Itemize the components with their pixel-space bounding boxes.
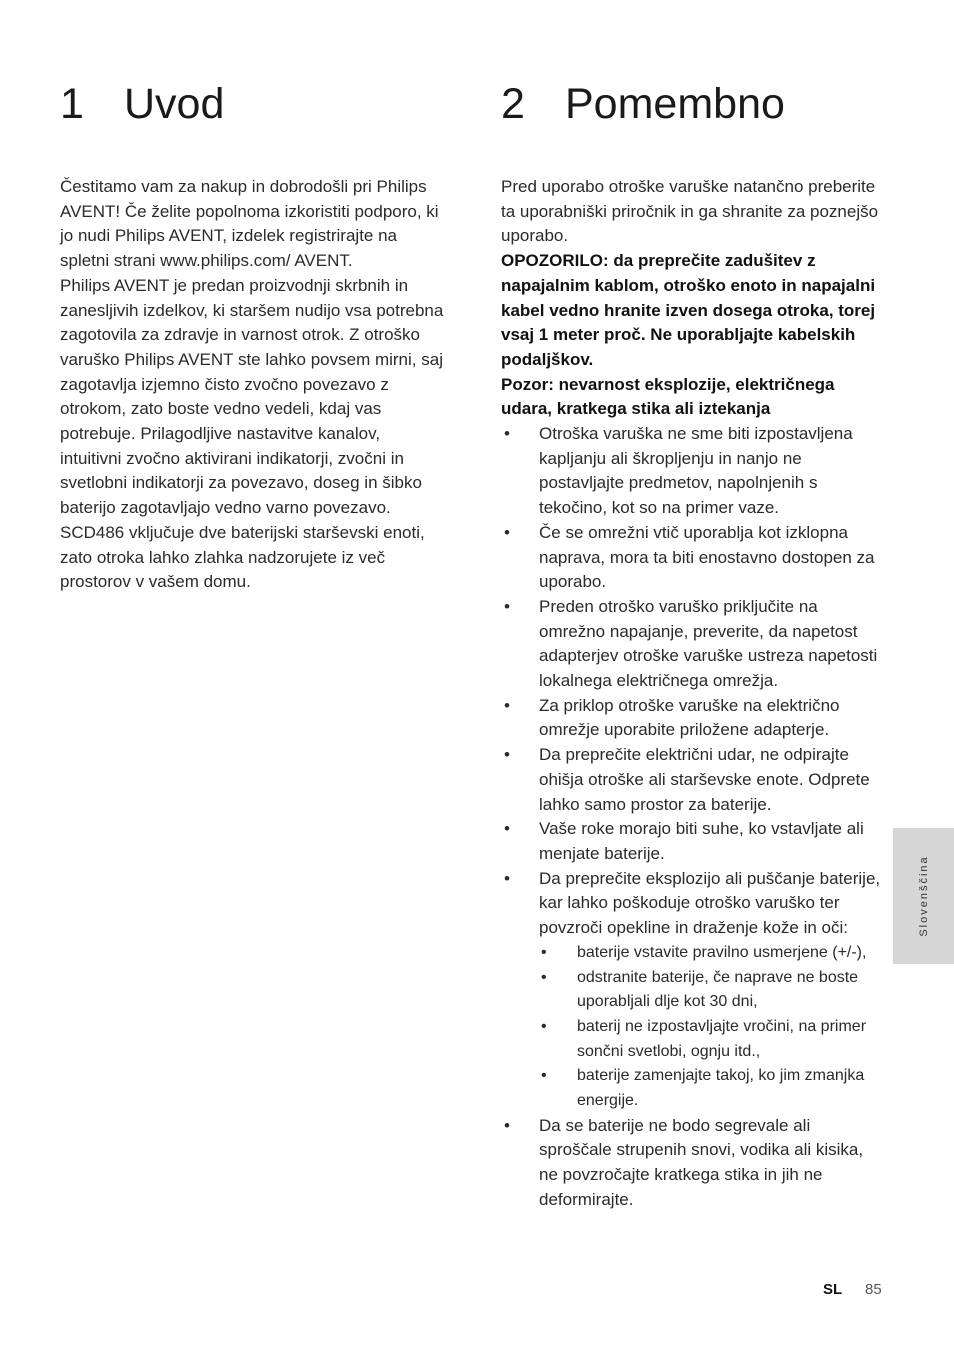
sub-list-item: • baterije zamenjajte takoj, ko jim zmanjka energije. — [539, 1064, 886, 1113]
intro-paragraph: SCD486 vključuje dve baterijski starševski enoti, zato otroka lahko zlahka nadzorujete iz več prostorov v vašem domu. — [60, 522, 425, 592]
sub-list-item: • odstranite baterije, če naprave ne boste uporabljali dlje kot 30 dni, — [539, 966, 886, 1015]
heading-title: Uvod — [124, 80, 225, 128]
intro-paragraph: Philips AVENT je predan proizvodnji skrbnih in zanesljivih izdelkov, ki staršem nudijo vsa potrebna zagotovila za zdravje in varnost otrok. Z otroško varuško Philips AVENT ste lahko povsem mirni, saj zagotavlja izjemno čisto zvočno povezavo z otrokom, zato boste vedno vedeli, kdaj vas potrebuje. Prilagodljive nastavitve kanalov, intuitivni zvočno aktivirani indikatorji, zvočni in svetlobni indikatorji za povezavo, doseg in šibko baterijo zagotavljajo vedno varno povezavo. — [60, 275, 444, 518]
list-item: • Za priklop otroške varuške na električno omrežje uporabite priložene adapterje. — [501, 694, 886, 743]
section-heading-pomembno — [501, 76, 785, 132]
intro-paragraph: Čestitamo vam za nakup in dobrodošli pri Philips AVENT! Če želite popolnoma izkoristiti podporo, ki jo nudi Philips AVENT, izdelek registrirajte na spletni strani www.philips.com/ AVENT. — [60, 177, 439, 271]
list-item: • Preden otroško varuško priključite na omrežno napajanje, preverite, da napetost adapterjev otroške varuške ustreza napetosti lokalnega električnega omrežja. — [501, 595, 886, 694]
list-item: • Da se baterije ne bodo segrevale ali sproščale strupenih snovi, vodika ali kisika, ne povzročajte kratkega stika in jih ne deformirajte. — [501, 1114, 886, 1213]
list-item: • Otroška varuška ne sme biti izpostavljena kapljanju ali škropljenju in nanjo ne postavljajte predmetov, napolnjenih s tekočino, kot so na primer vaze. — [501, 422, 886, 521]
intro-body — [60, 175, 445, 595]
list-item-with-sublist — [501, 867, 886, 1114]
safety-list — [501, 422, 886, 1213]
section-heading-uvod — [60, 76, 224, 132]
heading-number: 1 — [60, 80, 84, 128]
important-intro: Pred uporabo otroške varuške natančno preberite ta uporabniški priročnik in ga shranite za poznejšo uporabo. — [501, 177, 879, 246]
footer-language-code: SL — [823, 1281, 843, 1298]
list-item: • Če se omrežni vtič uporablja kot izklopna naprava, mora ta biti enostavno dostopen za uporabo. — [501, 521, 886, 595]
heading-title: Pomembno — [565, 80, 785, 128]
sub-list-item: • baterij ne izpostavljajte vročini, na primer sončni svetlobi, ognju itd., — [539, 1015, 886, 1064]
language-side-tab — [893, 828, 954, 964]
list-item-text: Da preprečite eksplozijo ali puščanje baterije, kar lahko poškoduje otroško varuško ter povzroči opekline in draženje kože in oči: — [539, 868, 881, 938]
caution-text: Pozor: nevarnost eksplozije, električnega udara, kratkega stika ali iztekanja — [501, 374, 835, 419]
list-item: • Da preprečite električni udar, ne odpirajte ohišja otroške ali starševske enote. Odprete lahko samo prostor za baterije. — [501, 743, 886, 817]
warning-text: OPOZORILO: da preprečite zadušitev z napajalnim kablom, otroško enoto in napajalni kabel vedno hranite izven dosega otroka, torej vsaj 1 meter proč. Ne uporabljajte kabelskih podaljškov. — [501, 251, 876, 369]
important-body — [501, 175, 886, 1213]
heading-number: 2 — [501, 80, 525, 128]
language-tab-label: Slovenščina — [917, 855, 930, 937]
list-item: • Vaše roke morajo biti suhe, ko vstavljate ali menjate baterije. — [501, 817, 886, 866]
battery-sublist — [539, 941, 886, 1114]
sub-list-item: • baterije vstavite pravilno usmerjene (+/-), — [539, 941, 886, 966]
page-number: 85 — [865, 1281, 882, 1298]
